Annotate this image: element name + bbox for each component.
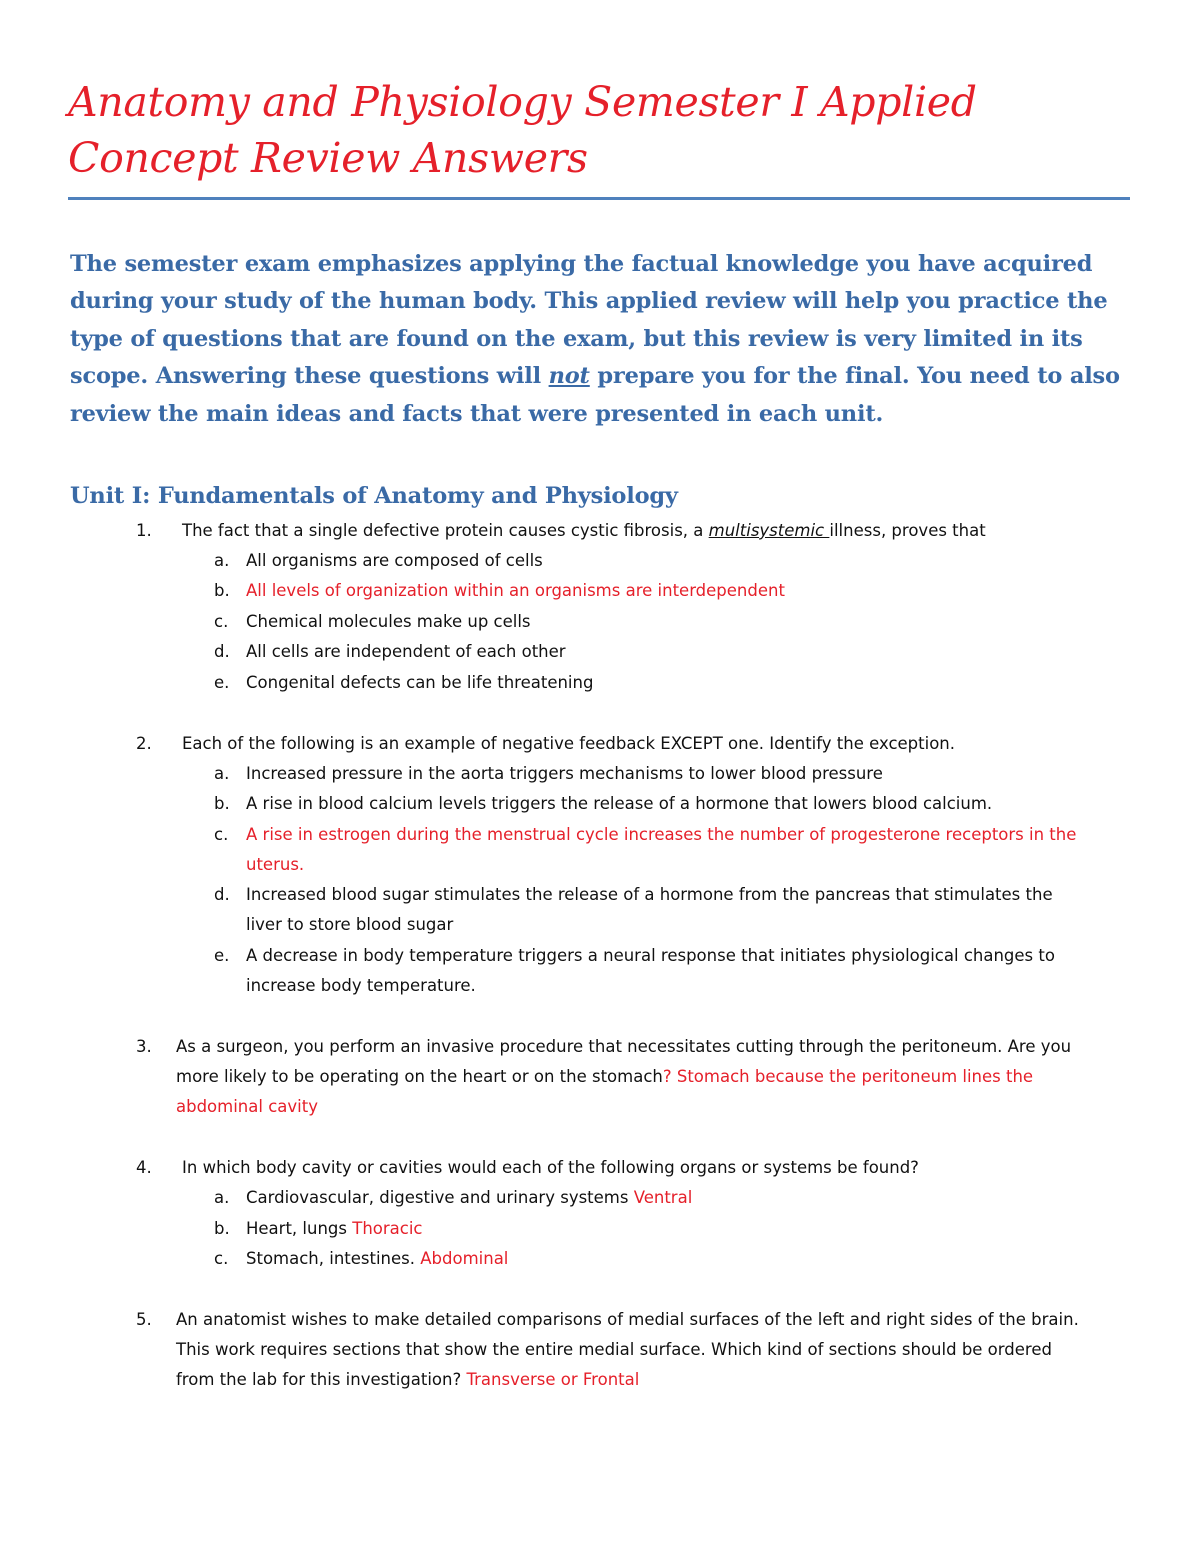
option-text — [246, 1218, 423, 1240]
option-letter: c. — [214, 1249, 229, 1268]
question-5-text: An anatomist wishes to make detailed comparisons of medial surfaces of the left and right sides of the brain. — [176, 1310, 1079, 1329]
question-4-number: 4. — [136, 1158, 152, 1177]
question-1-text — [182, 520, 986, 542]
question-3-text-line-2 — [176, 1066, 1033, 1088]
title-divider — [68, 197, 1130, 200]
option-text: Increased pressure in the aorta triggers mechanisms to lower blood pressure — [246, 764, 883, 783]
question-3-number: 3. — [136, 1037, 152, 1056]
question-3-text-part: more likely to be operating on the heart or on the stomach — [176, 1067, 663, 1086]
intro-text-1: The semester exam emphasizes applying the factual knowledge you have acquired during your study of the human body. This applied review will help you practice the type of questions that are found on the exam, but this review is very limited in its scope. Answering these questions will — [70, 251, 1108, 390]
question-4-text: In which body cavity or cavities would each of the following organs or systems be found? — [182, 1158, 919, 1177]
option-text: Chemical molecules make up cells — [246, 612, 531, 631]
option-letter: d. — [214, 642, 230, 661]
question-2-number: 2. — [136, 734, 152, 753]
question-1-number: 1. — [136, 521, 152, 540]
option-letter: b. — [214, 794, 230, 813]
option-text: A rise in blood calcium levels triggers the release of a hormone that lowers blood calcium. — [246, 794, 993, 813]
option-letter: b. — [214, 1219, 230, 1238]
question-5-text-line-2: This work requires sections that show the entire medial surface. Which kind of sections should be ordered — [176, 1340, 1052, 1359]
option-text-part: Cardiovascular, digestive and urinary systems — [246, 1188, 634, 1207]
option-text: A decrease in body temperature triggers a neural response that initiates physiological changes to — [246, 946, 1055, 965]
option-answer: Ventral — [633, 1188, 693, 1207]
option-answer: All levels of organization within an organisms are interdependent — [246, 581, 785, 600]
option-letter: d. — [214, 885, 230, 904]
question-5-text-part: from the lab for this investigation? — [176, 1370, 467, 1389]
question-2-text: Each of the following is an example of negative feedback EXCEPT one. Identify the exception. — [182, 734, 955, 753]
option-letter: c. — [214, 825, 229, 844]
question-5-text-line-3 — [176, 1369, 639, 1391]
question-5-answer: Transverse or Frontal — [466, 1370, 640, 1389]
option-letter: a. — [214, 551, 230, 570]
option-answer: Abdominal — [420, 1249, 509, 1268]
option-text-part: Stomach, intestines. — [246, 1249, 421, 1268]
option-text-continued: increase body temperature. — [246, 976, 476, 995]
intro-text-2: prepare you for the final. You need to also review the main ideas and facts that were presented in each unit. — [70, 363, 1120, 427]
option-text: Congenital defects can be life threatening — [246, 673, 594, 692]
question-3-answer: ? Stomach because the peritoneum lines the — [662, 1067, 1034, 1086]
option-letter: c. — [214, 612, 229, 631]
option-answer: Thoracic — [352, 1219, 423, 1238]
unit-heading: Unit I: Fundamentals of Anatomy and Physiology — [70, 483, 678, 509]
question-3-answer-continued: abdominal cavity — [176, 1097, 318, 1116]
option-letter: b. — [214, 581, 230, 600]
option-letter: a. — [214, 1188, 230, 1207]
option-letter: a. — [214, 764, 230, 783]
option-text: All organisms are composed of cells — [246, 551, 543, 570]
option-answer: A rise in estrogen during the menstrual cycle increases the number of progesterone receptors in the — [246, 825, 1077, 844]
question-3-text: As a surgeon, you perform an invasive procedure that necessitates cutting through the peritoneum. Are you — [176, 1037, 1072, 1056]
intro-emphasis: not — [548, 363, 590, 390]
intro-paragraph — [70, 246, 1140, 433]
option-letter: e. — [214, 946, 230, 965]
question-1-emphasis: multisystemic — [708, 521, 830, 540]
option-text: All cells are independent of each other — [246, 642, 566, 661]
question-1-text-part: The fact that a single defective protein causes cystic fibrosis, a — [182, 521, 709, 540]
question-1-text-part: illness, proves that — [829, 521, 986, 540]
question-5-number: 5. — [136, 1310, 152, 1329]
option-text-continued: liver to store blood sugar — [246, 915, 454, 934]
option-answer-continued: uterus. — [246, 855, 305, 874]
option-text-part: Heart, lungs — [246, 1219, 353, 1238]
option-text: Increased blood sugar stimulates the release of a hormone from the pancreas that stimulates the — [246, 885, 1053, 904]
document-title: Anatomy and Physiology Semester I Applied Concept Review Answers — [68, 78, 977, 182]
option-letter: e. — [214, 673, 230, 692]
option-text — [246, 1187, 692, 1209]
option-text — [246, 1248, 508, 1270]
